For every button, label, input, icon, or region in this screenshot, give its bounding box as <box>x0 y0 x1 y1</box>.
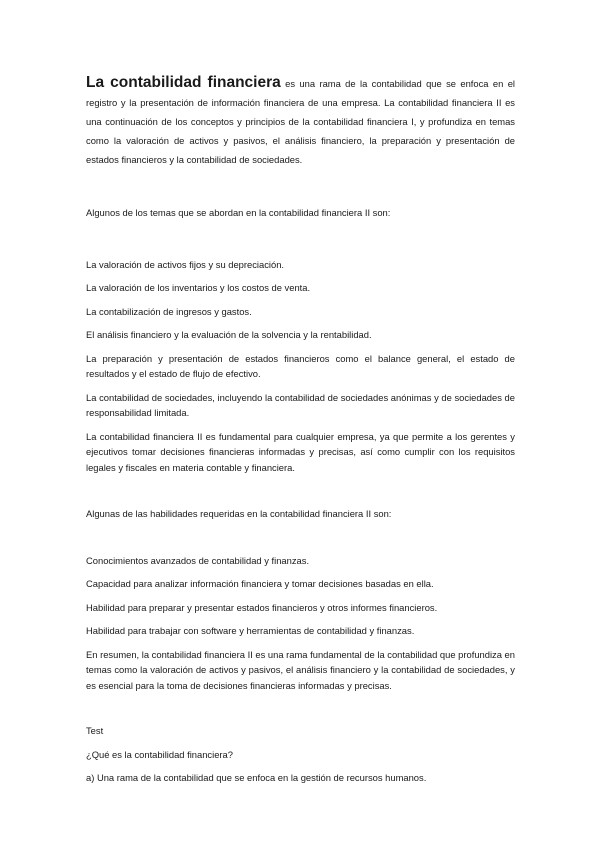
intro-text: es una rama de la contabilidad que se enfoca en el registro y la presentación de información financiera de una empresa. La contabilidad financiera II es una continuación de los conceptos y principios de la contabilidad financiera I, y profundiza en temas como la valoración de activos y pasivos, el análisis financiero, la preparación y presentación de estados financieros y la contabilidad de sociedades. <box>86 78 515 165</box>
habilidades-item: Capacidad para analizar información financiera y tomar decisiones basadas en ella. <box>86 578 434 589</box>
habilidades-summary: En resumen, la contabilidad financiera II es una rama fundamental de la contabilidad que profundiza en temas como la valoración de activos y pasivos, el análisis financiero y la contabilidad de sociedades, y es esencial para la toma de decisiones financieras informadas y precisas. <box>86 648 515 691</box>
temas-item: La preparación y presentación de estados financieros como el balance general, el estado de resultados y el estado de flujo de efectivo. <box>86 352 515 379</box>
temas-item: El análisis financiero y la evaluación de la solvencia y la rentabilidad. <box>86 329 372 340</box>
document-title: La contabilidad financiera <box>86 74 281 91</box>
temas-item: La valoración de los inventarios y los costos de venta. <box>86 282 311 293</box>
document-page <box>86 74 515 786</box>
habilidades-item: Habilidad para trabajar con software y herramientas de contabilidad y finanzas. <box>86 625 415 636</box>
intro-paragraph <box>86 74 515 169</box>
temas-item: La valoración de activos fijos y su depreciación. <box>86 258 285 270</box>
test-option-a: a) Una rama de la contabilidad que se enfoca en la gestión de recursos humanos. <box>86 772 427 783</box>
temas-item: La contabilidad de sociedades, incluyendo la contabilidad de sociedades anónimas y de sociedades de responsabilidad limitada. <box>86 391 515 418</box>
habilidades-item: Conocimientos avanzados de contabilidad y finanzas. <box>86 554 310 566</box>
habilidades-item: Habilidad para preparar y presentar estados financieros y otros informes financieros. <box>86 601 438 613</box>
temas-item: La contabilización de ingresos y gastos. <box>86 305 252 317</box>
temas-closing: La contabilidad financiera II es fundamental para cualquier empresa, ya que permite a los gerentes y ejecutivos tomar decisiones financieras informadas y precisas, así como cumplir con los requisitos legales y fiscales en materia contable y financiera. <box>86 430 515 473</box>
test-label: Test <box>86 725 104 736</box>
temas-heading: Algunos de los temas que se abordan en la contabilidad financiera II son: <box>86 207 391 218</box>
habilidades-heading: Algunas de las habilidades requeridas en la contabilidad financiera II son: <box>86 508 392 519</box>
test-question: ¿Qué es la contabilidad financiera? <box>86 748 233 760</box>
